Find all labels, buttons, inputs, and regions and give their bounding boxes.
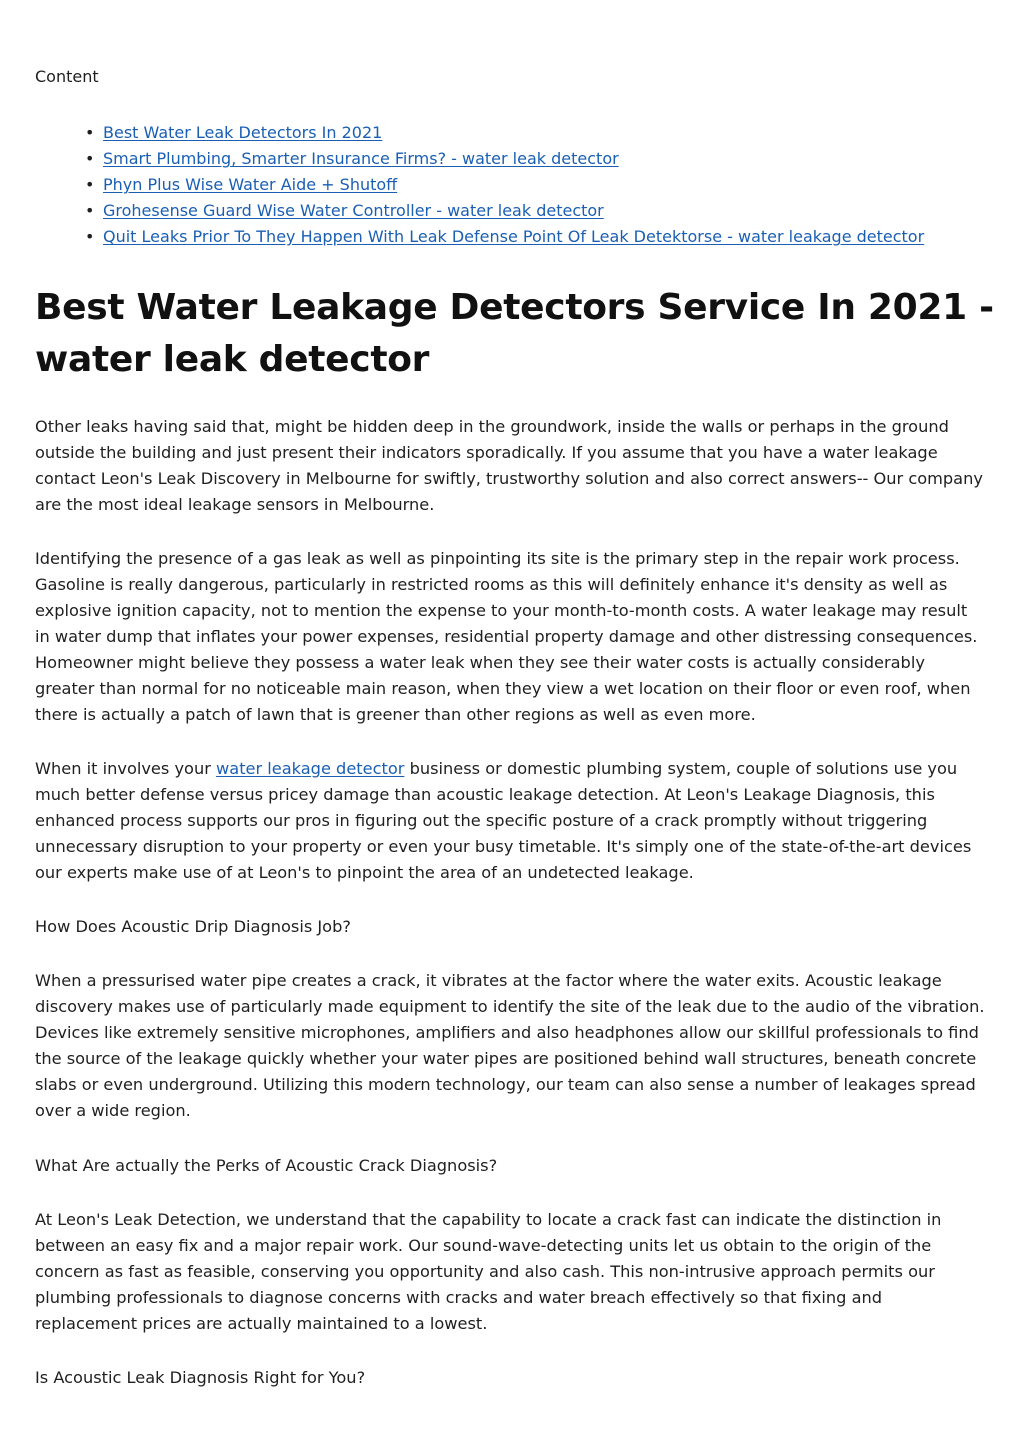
toc-item [85,198,924,224]
subheading-right-for-you: Is Acoustic Leak Diagnosis Right for You? [35,1368,366,1387]
bullet-icon: • [85,149,95,168]
paragraph-text: When it involves your [35,759,217,778]
toc-item [85,146,924,172]
subheading-how-it-works: How Does Acoustic Drip Diagnosis Job? [35,917,351,936]
page-title: Best Water Leakage Detectors Service In 2021 - water leak detector [35,287,994,380]
toc-item [85,224,924,250]
bullet-icon: • [85,175,95,194]
bullet-icon: • [85,123,95,142]
toc-link[interactable]: Phyn Plus Wise Water Aide + Shutoff [103,175,398,194]
paragraph-gas-leak: Identifying the presence of a gas leak as well as pinpointing its site is the primary step in the repair work process. Gasoline is really dangerous, particularly in restricted rooms as this will definitely enhance it's density as well as explosive ignition capacity, not to mention the expense to your month-to-month costs. A water leakage may result in water dump that inflates your power expenses, residential property damage and other distressing consequences. Homeowner might believe they possess a water leak when they see their water costs is actually considerably greater than normal for no noticeable main reason, when they view a wet location on their floor or even roof, when there is actually a patch of lawn that is greener than other regions as well as even more. [35,549,978,724]
paragraph-perks: At Leon's Leak Detection, we understand that the capability to locate a crack fast can indicate the distinction in between an easy fix and a major repair work. Our sound-wave-detecting units let us obtain to the origin of the concern as fast as feasible, conserving you opportunity and also cash. This non-intrusive approach permits our plumbing professionals to diagnose concerns with cracks and water breach effectively so that fixing and replacement prices are actually maintained to a lowest. [35,1210,942,1333]
toc-item [85,120,924,146]
toc-heading: Content [35,67,99,86]
toc-link[interactable]: Best Water Leak Detectors In 2021 [103,123,383,142]
toc-link[interactable]: Quit Leaks Prior To They Happen With Leak Defense Point Of Leak Detektorse - water leakage detector [103,227,925,246]
table-of-contents [85,120,924,250]
bullet-icon: • [85,227,95,246]
toc-link[interactable]: Smart Plumbing, Smarter Insurance Firms? - water leak detector [103,149,619,168]
toc-link[interactable]: Grohesense Guard Wise Water Controller - water leak detector [103,201,604,220]
toc-item [85,172,924,198]
paragraph-detector [35,756,985,886]
paragraph-acoustic: When a pressurised water pipe creates a crack, it vibrates at the factor where the water exits. Acoustic leakage discovery makes use of particularly made equipment to identify the site of the leak due to the audio of the vibration. Devices like extremely sensitive microphones, amplifiers and also headphones allow our skillful professionals to find the source of the leakage quickly whether your water pipes are positioned behind wall structures, beneath concrete slabs or even underground. Utilizing this modern technology, our team can also sense a number of leakages spread over a wide region. [35,971,985,1120]
water-leakage-detector-link[interactable]: water leakage detector [216,759,405,778]
paragraph-intro: Other leaks having said that, might be hidden deep in the groundwork, inside the walls or perhaps in the ground outside the building and just present their indicators sporadically. If you assume that you have a water leakage contact Leon's Leak Discovery in Melbourne for swiftly, trustworthy solution and also correct answers-- Our company are the most ideal leakage sensors in Melbourne. [35,417,983,514]
subheading-perks: What Are actually the Perks of Acoustic Crack Diagnosis? [35,1156,498,1175]
paragraph-text: business or domestic plumbing system, couple of solutions use you much better defense versus pricey damage than acoustic leakage detection. At Leon's Leakage Diagnosis, this enhanced process supports our pros in figuring out the specific posture of a crack promptly without triggering unnecessary disruption to your property or even your busy timetable. It's simply one of the state-of-the-art devices our experts make use of at Leon's to pinpoint the area of an undetected leakage. [35,759,972,882]
bullet-icon: • [85,201,95,220]
